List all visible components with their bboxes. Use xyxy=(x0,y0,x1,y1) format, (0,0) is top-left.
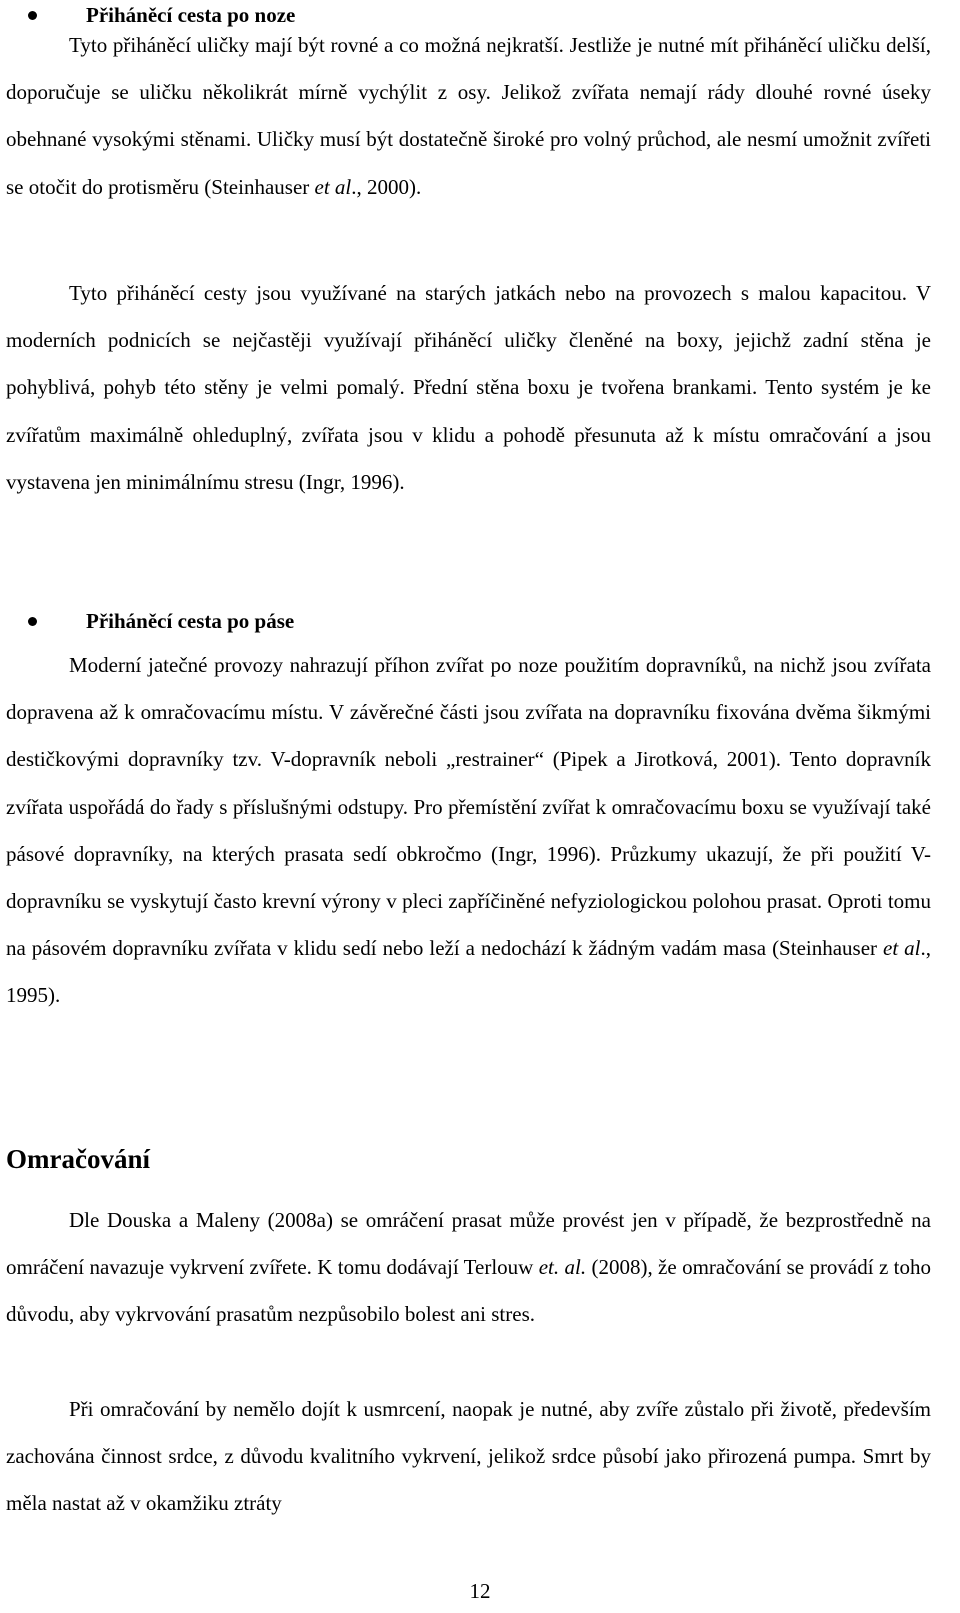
page-number: 12 xyxy=(469,1579,491,1603)
bullet-heading-label: Přiháněcí cesta po páse xyxy=(86,609,295,633)
paragraph-text: Dle Douska a Maleny (2008a) se omráčení prasat může provést jen v případě, že bezprostředně na omráčení navazuje vykrvení zvířete. K tomu dodávají Terlouw xyxy=(6,1208,931,1280)
paragraph-text: (2008), že omračování se provádí z toho důvodu, aby vykrvování prasatům nezpůsobilo bolest ani stres. xyxy=(6,1255,931,1327)
paragraph xyxy=(6,270,931,506)
bullet-heading-belt-path xyxy=(0,606,960,636)
italic-citation: et. al. xyxy=(538,1255,587,1280)
paragraph-text: Tyto přiháněcí cesty jsou využívané na starých jatkách nebo na provozech s malou kapacitou. V moderních podnicích se nejčastěji využívají přiháněcí uličky členěné na boxy, jejichž zadní stěna je pohyblivá, pohyb této stěny je velmi pomalý. Přední stěna boxu je tvořena brankami. Tento systém je ke zvířatům maximálně ohleduplný, zvířata jsou v klidu a pohodě přesunuta až k místu omračování a jsou vystavena jen minimálnímu stresu (Ingr, 1996). xyxy=(6,281,931,494)
bullet-heading-label: Přiháněcí cesta po noze xyxy=(86,3,296,27)
paragraph-text: Moderní jatečné provozy nahrazují příhon zvířat po noze použitím dopravníků, na nichž jsou zvířata dopravena až k omračovacímu místu. V závěrečné části jsou zvířata na dopravníku fixována dvěma šikmými destičkovými dopravníky tzv. V-dopravník neboli „restrainer“ (Pipek a Jirotková, 2001). Tento dopravník zvířata uspořádá do řady s příslušnými odstupy. Pro přemístění zvířat k omračovacímu boxu se využívají také pásové dopravníky, na kterých prasata sedí obkročmo (Ingr, 1996). Průzkumy ukazují, že při použití V-dopravníku se vyskytují často krevní výrony v pleci zapříčiněné nefyziologickou polohou prasat. Oproti tomu na pásovém dopravníku zvířata v klidu sedí nebo leží a nedochází k žádným vadám masa (Steinhauser xyxy=(6,653,931,961)
paragraph-text: Při omračování by nemělo dojít k usmrcení, naopak je nutné, aby zvíře zůstalo při životě, především zachována činnost srdce, z důvodu kvalitního vykrvení, jelikož srdce působí jako přirozená pumpa. Smrt by měla nastat až v okamžiku ztráty xyxy=(6,1397,931,1516)
paragraph xyxy=(6,22,931,211)
italic-citation: et al xyxy=(314,174,352,199)
bullet-dot-icon xyxy=(28,617,37,626)
section-heading: Omračování xyxy=(6,1144,150,1174)
paragraph-text: ., 1995). xyxy=(6,936,931,1008)
paragraph-text: ., 2000). xyxy=(351,174,422,199)
paragraph-text: Tyto přiháněcí uličky mají být rovné a co možná nejkratší. Jestliže je nutné mít přiháněcí uličku delší, doporučuje se uličku několikrát mírně vychýlit z osy. Jelikož zvířata nemají rády dlouhé rovné úseky obehnané vysokými stěnami. Uličky musí být dostatečně široké pro volný průchod, ale nesmí umožnit zvířeti se otočit do protisměru (Steinhauser xyxy=(6,33,931,199)
bullet-dot-icon xyxy=(28,11,37,20)
paragraph xyxy=(6,1386,931,1528)
paragraph xyxy=(6,642,931,1020)
italic-citation: et al xyxy=(883,936,921,961)
paragraph xyxy=(6,1197,931,1339)
